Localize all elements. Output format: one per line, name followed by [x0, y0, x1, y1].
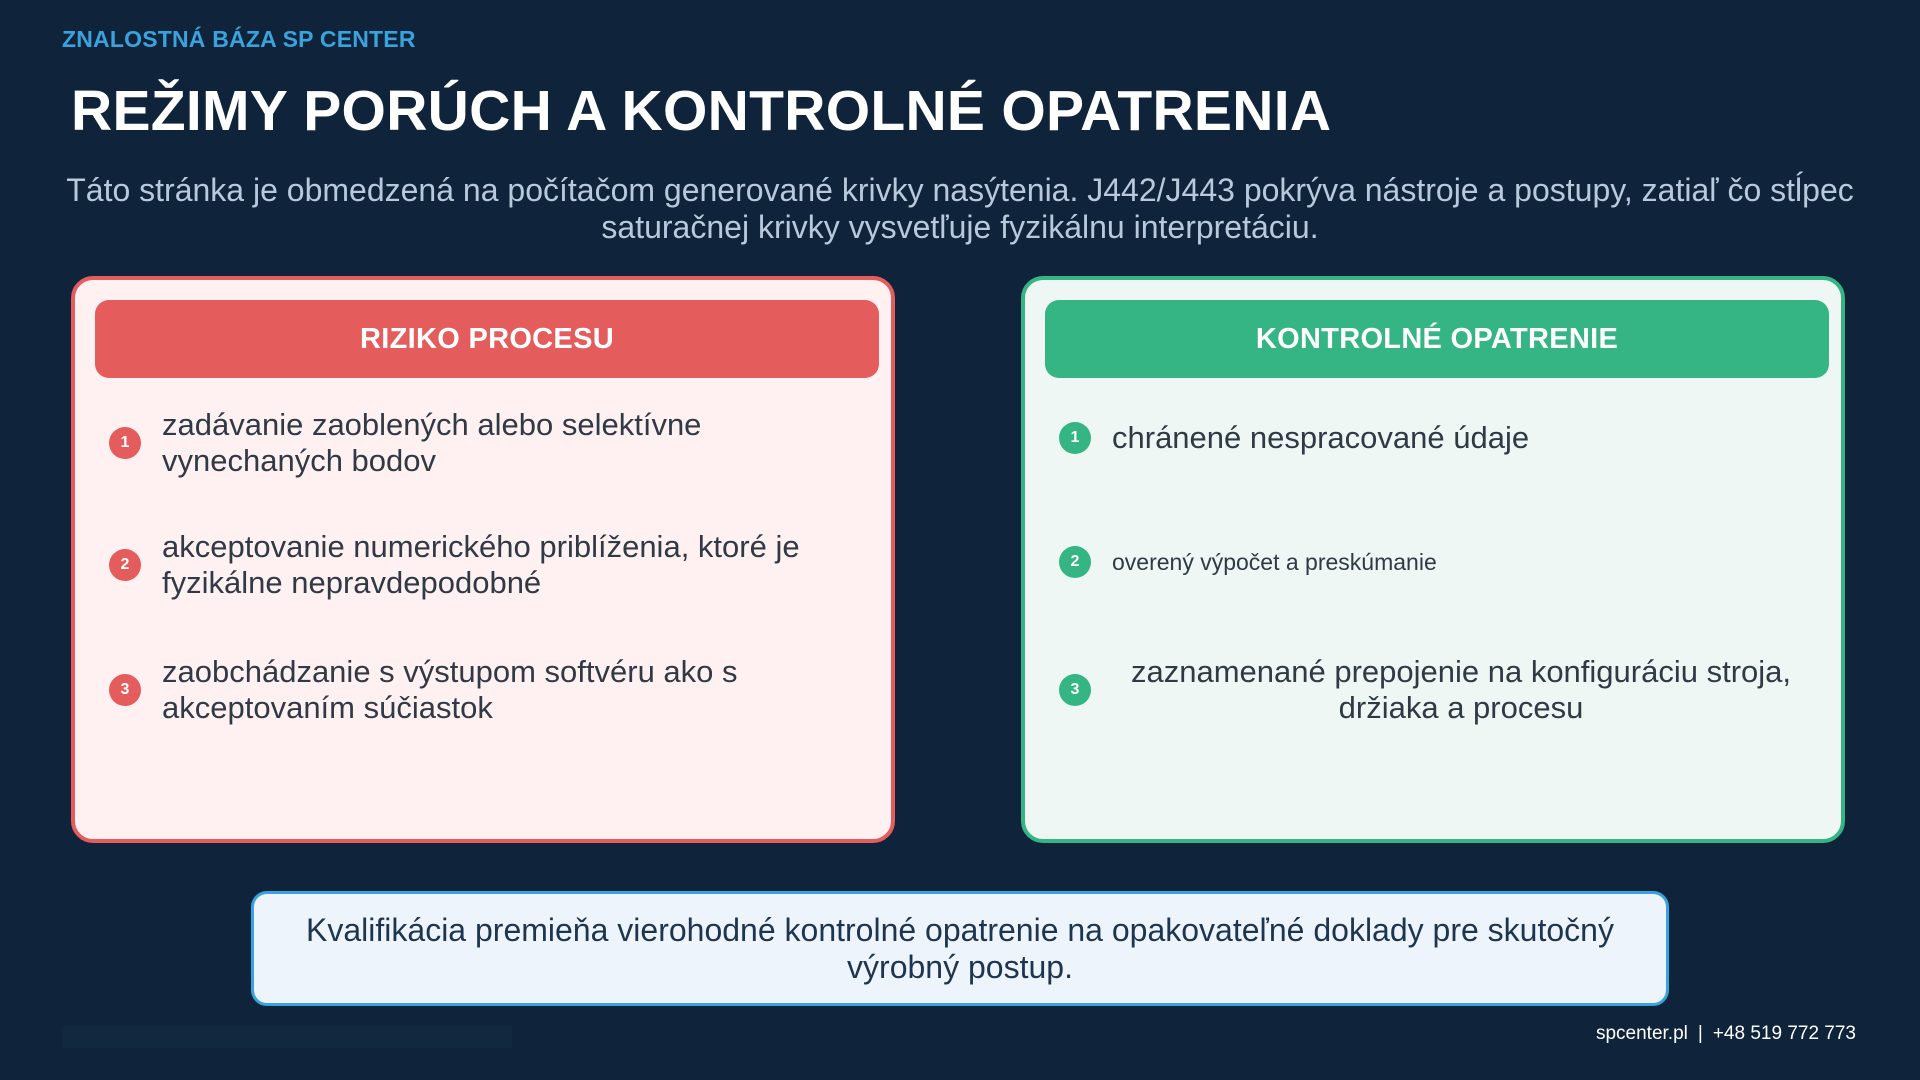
number-badge: 2 [1059, 546, 1091, 578]
risk-item-text: akceptovanie numerického priblíženia, ktoré je fyzikálne nepravdepodobné [162, 529, 800, 600]
risk-item [109, 407, 869, 479]
number-badge: 3 [109, 674, 141, 706]
phone-number[interactable]: +48 519 772 773 [1712, 1023, 1856, 1044]
footer-contact [1596, 1023, 1856, 1045]
number-badge: 2 [109, 549, 141, 581]
control-item-text: zaznamenané prepojenie na konfiguráciu stroja, držiaka a procesu [1130, 654, 1792, 725]
control-item [1059, 546, 1819, 578]
risk-item [109, 654, 869, 726]
risk-item [109, 529, 869, 601]
page-title: REŽIMY PORÚCH A KONTROLNÉ OPATRENIA [71, 79, 1332, 143]
footer-band [62, 1026, 512, 1048]
control-panel [1021, 276, 1845, 843]
number-badge: 3 [1059, 674, 1091, 706]
control-panel-heading: KONTROLNÉ OPATRENIE [1045, 300, 1829, 378]
risk-item-text: zadávanie zaoblených alebo selektívne vynechaných bodov [162, 407, 702, 478]
risk-item-text: zaobchádzanie s výstupom softvéru ako s akceptovaním súčiastok [162, 654, 738, 725]
kicker-label: ZNALOSTNÁ BÁZA SP CENTER [62, 26, 416, 52]
number-badge: 1 [1059, 422, 1091, 454]
control-item [1059, 420, 1819, 456]
footer-separator: | [1697, 1023, 1703, 1044]
control-item [1059, 654, 1819, 726]
page-subtitle: Táto stránka je obmedzená na počítačom generované krivky nasýtenia. J442/J443 pokrýva nástroje a postupy, zatiaľ čo stĺpec saturačnej krivky vysvetľuje fyzikálnu interpretáciu. [66, 172, 1854, 245]
number-badge: 1 [109, 427, 141, 459]
website-link[interactable]: spcenter.pl [1595, 1023, 1688, 1044]
summary-note: Kvalifikácia premieňa vierohodné kontrolné opatrenie na opakovateľné doklady pre skutočný výrobný postup. [251, 891, 1669, 1006]
control-item-text: chránené nespracované údaje [1112, 420, 1530, 455]
control-item-text: overený výpočet a preskúmanie [1112, 549, 1437, 575]
risk-panel [71, 276, 895, 843]
risk-panel-heading: RIZIKO PROCESU [95, 300, 879, 378]
